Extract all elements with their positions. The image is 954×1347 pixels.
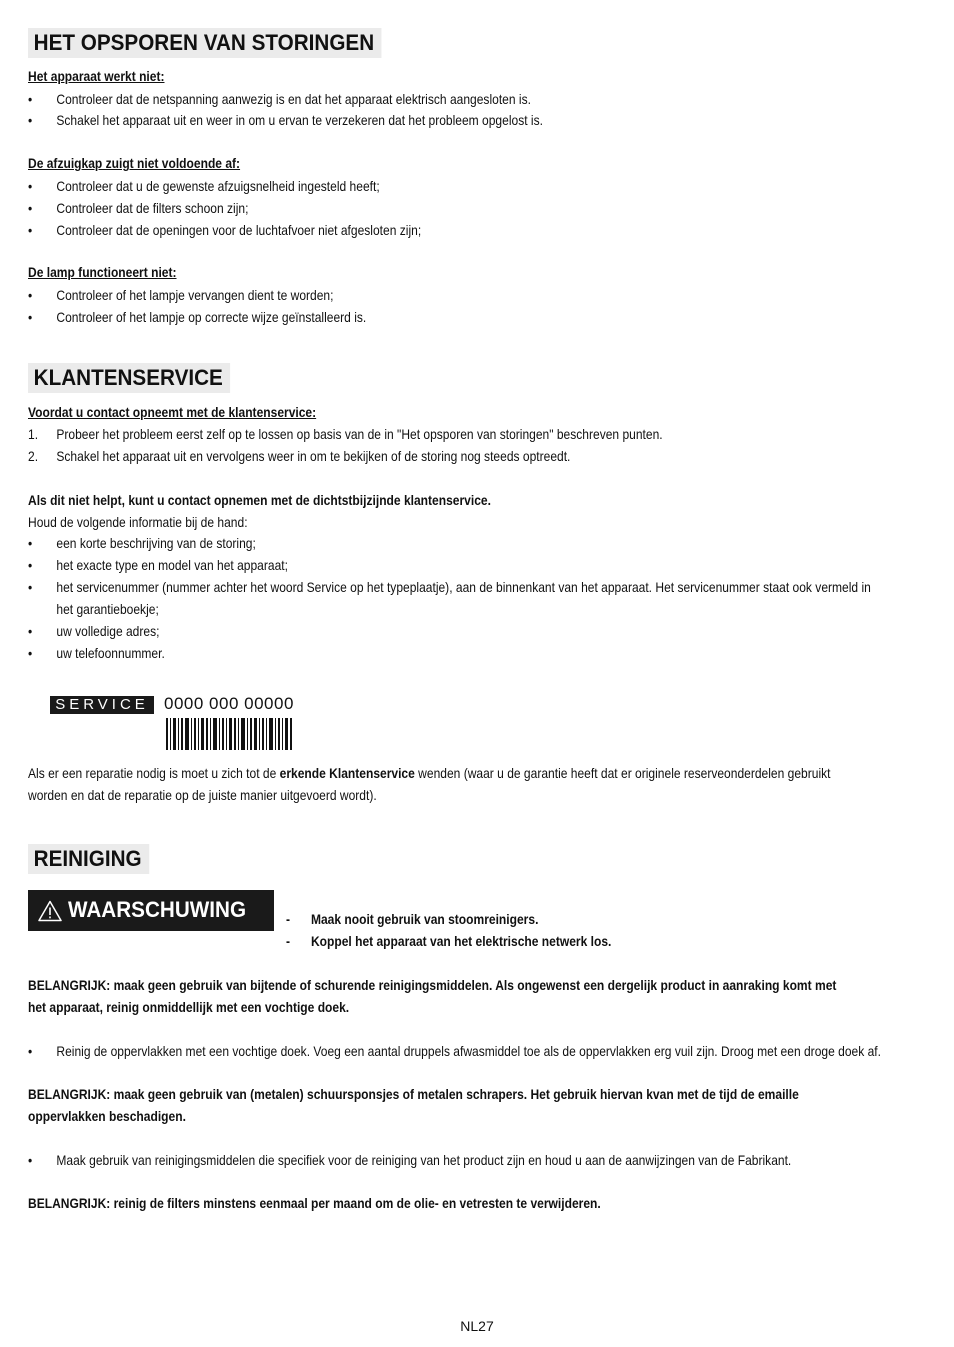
troubleshooting-subheading: De afzuigkap zuigt niet voldoende af: <box>28 155 241 171</box>
cleaning-heading: REINIGING <box>28 844 149 874</box>
manual-page: HET OPSPOREN VAN STORINGEN Het apparaat werkt niet: • Controleer dat de netspanning aanwezig is en dat het apparaat elektrisch aangesloten is. • Schakel het apparaat uit en weer in om u ervan te verzekeren dat het probleem opgelost is. De afzuigkap zuigt niet voldoende af: • Controleer dat u de gewenste afzuigsnelheid ingesteld heeft; • Controleer dat de filters schoon zijn; • Controleer dat de openingen voor de luchtafvoer niet afgesloten zijn; De lamp functioneert niet: • Controleer of het lampje vervangen dient te worden; • Controleer of het lampje op correcte wijze geïnstalleerd is. KLANTENSERVICE Voordat u contact opneemt met de klantenservice: 1. Probeer het probleem eerst zelf op te lossen op basis van de in "Het opsporen van storingen" beschreven punten. 2. Schakel het apparaat uit en vervolgens weer in om te bekijken of de storing nog steeds optreedt. Als dit niet helpt, kunt u contact opnemen met de dichtstbijzijnde klantenservice. Houd de volgende informatie bij de hand: • een korte beschrijving van de storing; • het exacte type en model van het apparaat; • het servicenummer (nummer achter het woord Service op het typeplaatje), aan de binnenkant van het apparaat. Het servicenummer staat ook vermeld in het garantieboekje; • uw volledige adres; • uw telefoonnummer. SERVICE 0000 000 00000 Als er een reparatie nodig is moet u zich tot de erkende Klantenservice wenden (waar u de garantie heeft dat er originele reserveonderdelen gebruikt worden en dat de reparatie op de juiste manier uitgevoerd wordt). REINIGING WAARSCHUWING - Maak nooit gebruik van stoomreinigers. - Koppel het apparaat van het elektrische netwerk los. BELANGRIJK: maak geen gebruik van bijtende of schurende reinigingsmiddelen. Als ongewenst een dergelijk product in aanraking komt met het apparaat, reinig onmiddellijk met een vochtige doek. • Reinig de oppervlakken met een vochtige doek. Voeg een aantal druppels afwasmiddel toe als de oppervlakken erg vuil zijn. Droog met een droge doek af. BELANGRIJK: maak geen gebruik van (metalen) schuursponsjes of metalen schrapers. Het gebruik hiervan kvan met de tijd de emaille oppervlakken beschadigen. • Maak gebruik van reinigingsmiddelen die specifiek voor de reiniging van het product zijn en houd u aan de aanwijzingen van de Fabrikant. BELANGRIJK: reinig de filters minstens eenmaal per maand om de olie- en vetresten te verwijderen. NL27 <box>0 0 954 1347</box>
barcode-icon <box>166 718 292 750</box>
page-number: NL27 <box>460 1318 494 1334</box>
contact-note: Als dit niet helpt, kunt u contact opnemen met de dichtstbijzijnde klantenservice. <box>28 492 491 508</box>
important-note: BELANGRIJK: reinig de filters minstens eenmaal per maand om de olie- en vetresten te verwijderen. <box>28 1195 601 1211</box>
troubleshooting-heading: HET OPSPOREN VAN STORINGEN <box>28 28 382 58</box>
troubleshooting-subheading: Het apparaat werkt niet: <box>28 68 165 84</box>
repair-paragraph-line: worden en dat de reparatie op de juiste manier uitgevoerd wordt). <box>28 787 377 803</box>
troubleshooting-subheading: De lamp functioneert niet: <box>28 264 177 280</box>
service-label: SERVICE <box>50 696 154 714</box>
service-number: 0000 000 00000 <box>164 694 294 713</box>
warning-label: WAARSCHUWING <box>68 897 247 922</box>
important-note: het apparaat, reinig onmiddellijk met een vochtige doek. <box>28 999 350 1015</box>
warning-banner <box>28 890 274 931</box>
customer-service-heading: KLANTENSERVICE <box>28 363 230 393</box>
customer-service-subheading: Voordat u contact opneemt met de klantenservice: <box>28 404 317 420</box>
info-intro: Houd de volgende informatie bij de hand: <box>28 514 248 530</box>
important-note: BELANGRIJK: maak geen gebruik van bijtende of schurende reinigingsmiddelen. Als ongewenst een dergelijk product in aanraking komt met <box>28 977 837 993</box>
important-note: BELANGRIJK: maak geen gebruik van (metalen) schuursponsjes of metalen schrapers. Het gebruik hiervan kvan met de tijd de emaille <box>28 1086 799 1102</box>
repair-paragraph-line: Als er een reparatie nodig is moet u zich tot de erkende Klantenservice wenden (waar u de garantie heeft dat er originele reserveonderdelen gebruikt <box>28 765 831 781</box>
warning-triangle-icon <box>38 900 62 922</box>
important-note: oppervlakken beschadigen. <box>28 1108 186 1124</box>
